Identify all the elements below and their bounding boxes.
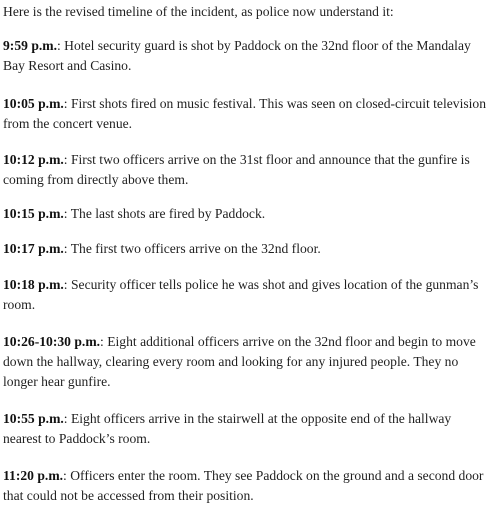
timeline-entry xyxy=(3,275,490,315)
timeline-entry xyxy=(3,409,490,449)
entry-time: 9:59 p.m. xyxy=(3,38,57,53)
entry-time: 11:20 p.m. xyxy=(3,468,64,483)
entry-text: : Security officer tells police he was shot and gives location of the gunman’s room. xyxy=(3,277,479,312)
timeline-entry xyxy=(3,332,490,392)
entry-time: 10:17 p.m. xyxy=(3,241,64,256)
timeline-article xyxy=(0,2,500,503)
timeline-entry xyxy=(3,204,490,224)
timeline-entry xyxy=(3,94,490,134)
entry-text: : Officers enter the room. They see Paddock on the ground and a second door that could not be accessed from their position. xyxy=(3,468,484,503)
timeline-entry xyxy=(3,239,490,259)
entry-text: : First shots fired on music festival. This was seen on closed-circuit television from the concert venue. xyxy=(3,96,487,131)
entry-time: 10:12 p.m. xyxy=(3,152,64,167)
entry-time: 10:26-10:30 p.m. xyxy=(3,334,101,349)
timeline-entry xyxy=(3,466,490,506)
entry-text: : Hotel security guard is shot by Paddock on the 32nd floor of the Mandalay Bay Resort and Casino. xyxy=(3,38,471,73)
entry-text: : Eight officers arrive in the stairwell at the opposite end of the hallway nearest to Paddock’s room. xyxy=(3,411,452,446)
entry-time: 10:18 p.m. xyxy=(3,277,64,292)
timeline-entry xyxy=(3,36,490,76)
entry-text: : First two officers arrive on the 31st floor and announce that the gunfire is coming from directly above them. xyxy=(3,152,470,187)
entry-time: 10:55 p.m. xyxy=(3,411,64,426)
entry-text: : The first two officers arrive on the 32nd floor. xyxy=(63,241,321,256)
entry-time: 10:05 p.m. xyxy=(3,96,64,111)
timeline-entry xyxy=(3,150,490,190)
intro-text: Here is the revised timeline of the incident, as police now understand it: xyxy=(3,4,394,19)
entry-time: 10:15 p.m. xyxy=(3,206,64,221)
entry-text: : The last shots are fired by Paddock. xyxy=(63,206,266,221)
entry-text: : Eight additional officers arrive on the 32nd floor and begin to move down the hallway, clearing every room and looking for any injured people. They no longer hear gunfire. xyxy=(3,334,476,389)
